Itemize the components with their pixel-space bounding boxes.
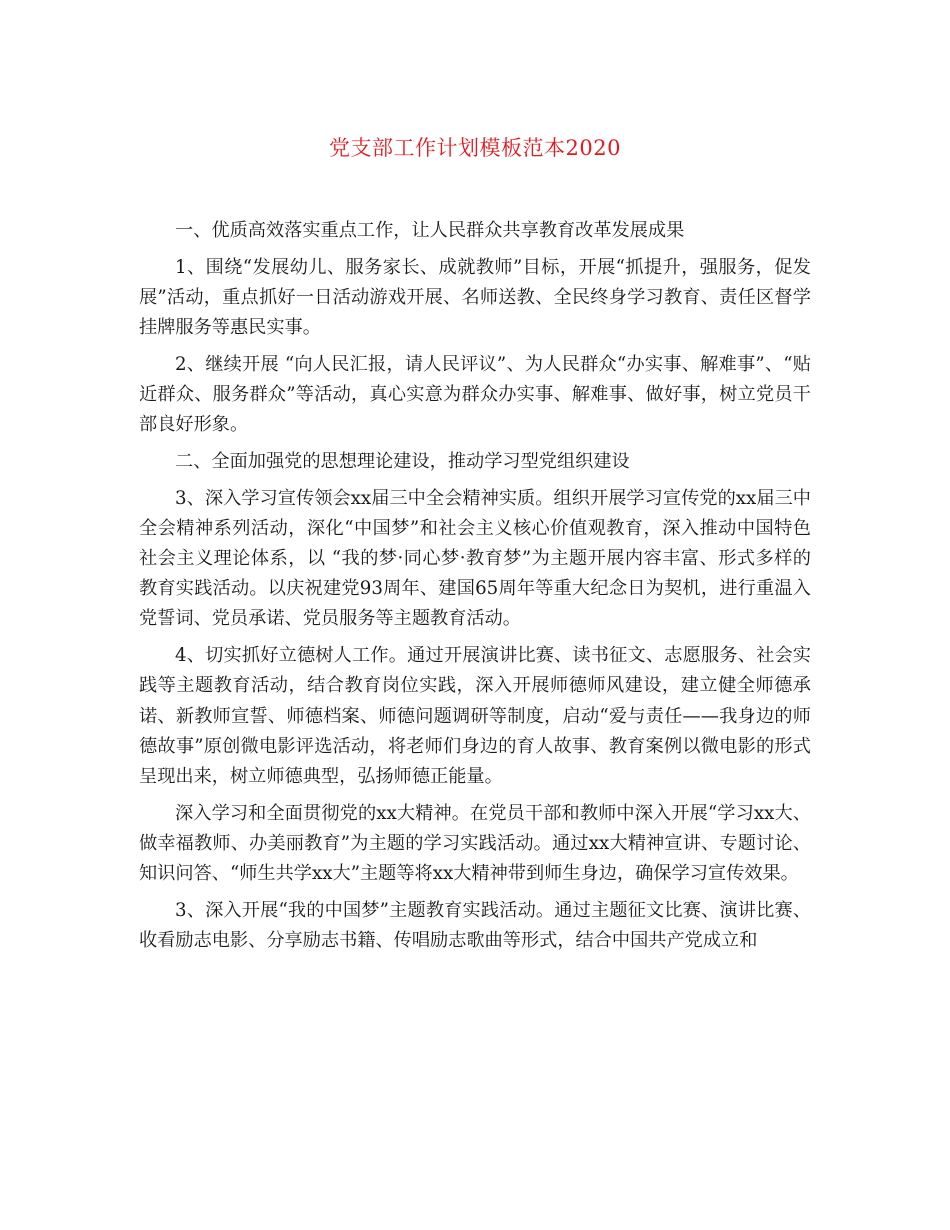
paragraph-item-2: 2、继续开展 “向人民汇报，请人民评议”、为人民群众“办实事、解难事”、“贴近群众、服务群众”等活动，真心实意为群众办实事、解难事、做好事，树立党员干部良好形象。 bbox=[139, 353, 811, 436]
section-heading-1: 一、优质高效落实重点工作，让人民群众共享教育改革发展成果 bbox=[175, 220, 685, 241]
paragraph-item-3: 3、深入学习宣传领会xx届三中全会精神实质。组织开展学习宣传党的xx届三中全会精神系列活动，深化“中国梦”和社会主义核心价值观教育，深入推动中国特色社会主义理论体系，以 “我的梦·同心梦·教育梦”为主题开展内容丰富、形式多样的教育实践活动。以庆祝建党93周年、建国65周年等重大纪念日为契机，进行重温入党誓词、党员承诺、党员服务等主题教育活动。 bbox=[139, 487, 811, 630]
paragraph-study-spirit: 深入学习和全面贯彻党的xx大精神。在党员干部和教师中深入开展“学习xx大、做幸福教师、办美丽教育”为主题的学习实践活动。通过xx大精神宣讲、专题讨论、知识问答、“师生共学xx大”主题等将xx大精神带到师生身边，确保学习宣传效果。 bbox=[139, 802, 811, 885]
paragraph-item-1: 1、围绕“发展幼儿、服务家长、成就教师”目标，开展“抓提升，强服务，促发展”活动，重点抓好一日活动游戏开展、名师送教、全民终身学习教育、责任区督学挂牌服务等惠民实事。 bbox=[139, 256, 811, 339]
document-body bbox=[139, 216, 811, 956]
paragraph-item-4: 4、切实抓好立德树人工作。通过开展演讲比赛、读书征文、志愿服务、社会实践等主题教育活动，结合教育岗位实践，深入开展师德师风建设，建立健全师德承诺、新教师宣誓、师德档案、师德问题调研等制度，启动“爱与责任——我身边的师德故事”原创微电影评选活动，将老师们身边的育人故事、教育案例以微电影的形式呈现出来，树立师德典型，弘扬师德正能量。 bbox=[139, 645, 811, 787]
paragraph-item-3b: 3、深入开展“我的中国梦”主题教育实践活动。通过主题征文比赛、演讲比赛、收看励志电影、分享励志书籍、传唱励志歌曲等形式，结合中国共产党成立和 bbox=[139, 899, 811, 951]
document-title: 党支部工作计划模板范本2020 bbox=[329, 136, 621, 160]
section-heading-2: 二、全面加强党的思想理论建设，推动学习型党组织建设 bbox=[175, 450, 630, 472]
